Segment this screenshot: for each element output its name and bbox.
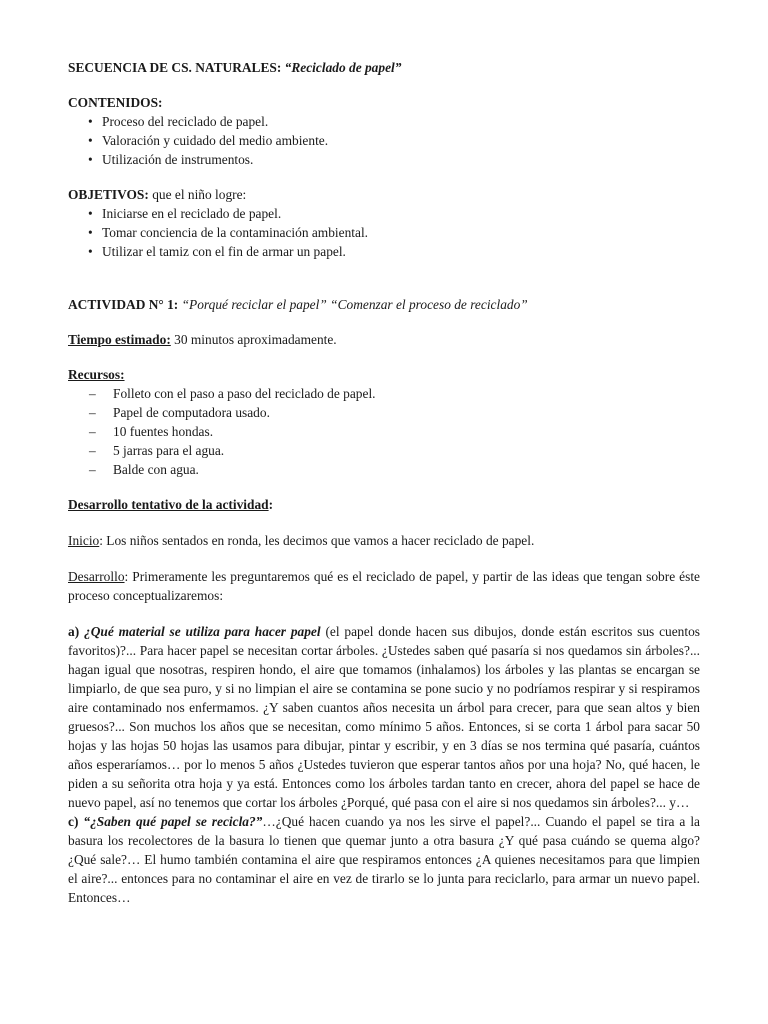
list-item: • Valoración y cuidado del medio ambiente. bbox=[68, 131, 700, 150]
desarrollo-label: Desarrollo bbox=[68, 569, 125, 584]
actividad-label: ACTIVIDAD N° 1: bbox=[68, 297, 179, 312]
contenidos-list bbox=[68, 112, 700, 169]
actividad-title bbox=[68, 295, 700, 314]
inicio-label: Inicio bbox=[68, 533, 100, 548]
inicio-paragraph bbox=[68, 531, 700, 550]
list-item: • Tomar conciencia de la contaminación ambiental. bbox=[68, 223, 700, 242]
inicio-text: : Los niños sentados en ronda, les decimos que vamos a hacer reciclado de papel. bbox=[99, 533, 535, 548]
recursos-heading: Recursos: bbox=[68, 367, 125, 382]
tiempo-value: 30 minutos aproximadamente. bbox=[170, 332, 337, 347]
list-item: – Papel de computadora usado. bbox=[68, 403, 700, 422]
desarrollo-tentativo-label: Desarrollo tentativo de la actividad bbox=[68, 497, 269, 512]
pregunta-c-question: “¿Saben qué papel se recicla?” bbox=[83, 814, 263, 829]
list-item: – 5 jarras para el agua. bbox=[68, 441, 700, 460]
desarrollo-tentativo-colon: : bbox=[268, 497, 274, 512]
desarrollo-tentativo-heading bbox=[68, 495, 700, 514]
contenidos-heading: CONTENIDOS: bbox=[68, 95, 163, 110]
tiempo-estimado bbox=[68, 330, 700, 349]
desarrollo-paragraph bbox=[68, 567, 700, 605]
pregunta-a-text: (el papel donde hacen sus dibujos, donde están escritos sus cuentos favoritos)?... Para hacer papel se necesitan cortar árboles. ¿Ustedes saben qué pasaría si nos quedamos sin árboles?... hagan igual que nosotras, respiren hondo, el aire que tomamos (inhalamos) los árboles y las plantas se encargan se limpiarlo, de que sea puro, y si no limpian el aire se contamina se pone sucio y no podríamos respirar y si respiramos aire contaminado nos enfermamos. ¿Y saben cuantos años necesita un árbol para crecer, para que sean altos y bien gruesos?... Son muchos los años que se necesitan, como mínimo 5 años. Entonces, si se corta 1 árbol para sacar 50 hojas y las hojas 50 hojas las usamos para dibujar, pintar y escribir, y en 3 días se nos termina qué pasaría, cuántos años esperaríamos… por lo menos 5 años ¿Ustedes tuvieron que esperar tantos años por una hoja? No, qué hacen, le piden a su señorita otra hoja y ya está. Entonces como los árboles tardan tanto en crecer, ahora del papel se hace de nuevo papel, así no tenemos que cortar los árboles ¿Porqué, qué pasa con el aire si nos quedamos sin árboles?... y… bbox=[68, 624, 700, 810]
pregunta-c-paragraph bbox=[68, 812, 700, 907]
title-label: SECUENCIA DE CS. NATURALES: bbox=[68, 60, 282, 75]
pregunta-a-marker: a) bbox=[68, 624, 84, 639]
list-item: • Utilización de instrumentos. bbox=[68, 150, 700, 169]
title-topic: “Reciclado de papel” bbox=[284, 60, 402, 75]
tiempo-label: Tiempo estimado: bbox=[68, 332, 171, 347]
objetivos-section bbox=[68, 185, 700, 261]
list-item: – Folleto con el paso a paso del reciclado de papel. bbox=[68, 384, 700, 403]
desarrollo-text: : Primeramente les preguntaremos qué es el reciclado de papel, y partir de las ideas que tengan sobre éste proceso conceptualizaremos: bbox=[68, 569, 700, 603]
objetivos-intro: que el niño logre: bbox=[148, 187, 247, 202]
list-item: • Proceso del reciclado de papel. bbox=[68, 112, 700, 131]
actividad-subtitle: “Porqué reciclar el papel” “Comenzar el proceso de reciclado” bbox=[178, 297, 528, 312]
objetivos-heading: OBJETIVOS: bbox=[68, 187, 149, 202]
document-page bbox=[68, 58, 700, 907]
objetivos-list bbox=[68, 204, 700, 261]
document-title bbox=[68, 58, 700, 77]
pregunta-c-text: …¿Qué hacen cuando ya nos les sirve el papel?... Cuando el papel se tira a la basura los recolectores de la basura lo tienen que quemar junto a otra basura ¿Y qué pasa cuándo se quema algo? ¿Qué sale?… El humo también contamina el aire que respiramos entonces ¿A quienes necesitamos para que limpien el aire?... entonces para no contaminar el aire en vez de tirarlo se lo junta para reciclarlo, para armar un nuevo papel. Entonces… bbox=[68, 814, 700, 905]
list-item: – Balde con agua. bbox=[68, 460, 700, 479]
pregunta-a-paragraph bbox=[68, 622, 700, 812]
objetivos-header bbox=[68, 185, 700, 204]
contenidos-section bbox=[68, 93, 700, 169]
list-item: – 10 fuentes hondas. bbox=[68, 422, 700, 441]
pregunta-a-question: ¿Qué material se utiliza para hacer papel bbox=[84, 624, 321, 639]
list-item: • Utilizar el tamiz con el fin de armar un papel. bbox=[68, 242, 700, 261]
recursos-list bbox=[68, 384, 700, 479]
list-item: • Iniciarse en el reciclado de papel. bbox=[68, 204, 700, 223]
recursos-section bbox=[68, 365, 700, 479]
pregunta-c-marker: c) bbox=[68, 814, 84, 829]
